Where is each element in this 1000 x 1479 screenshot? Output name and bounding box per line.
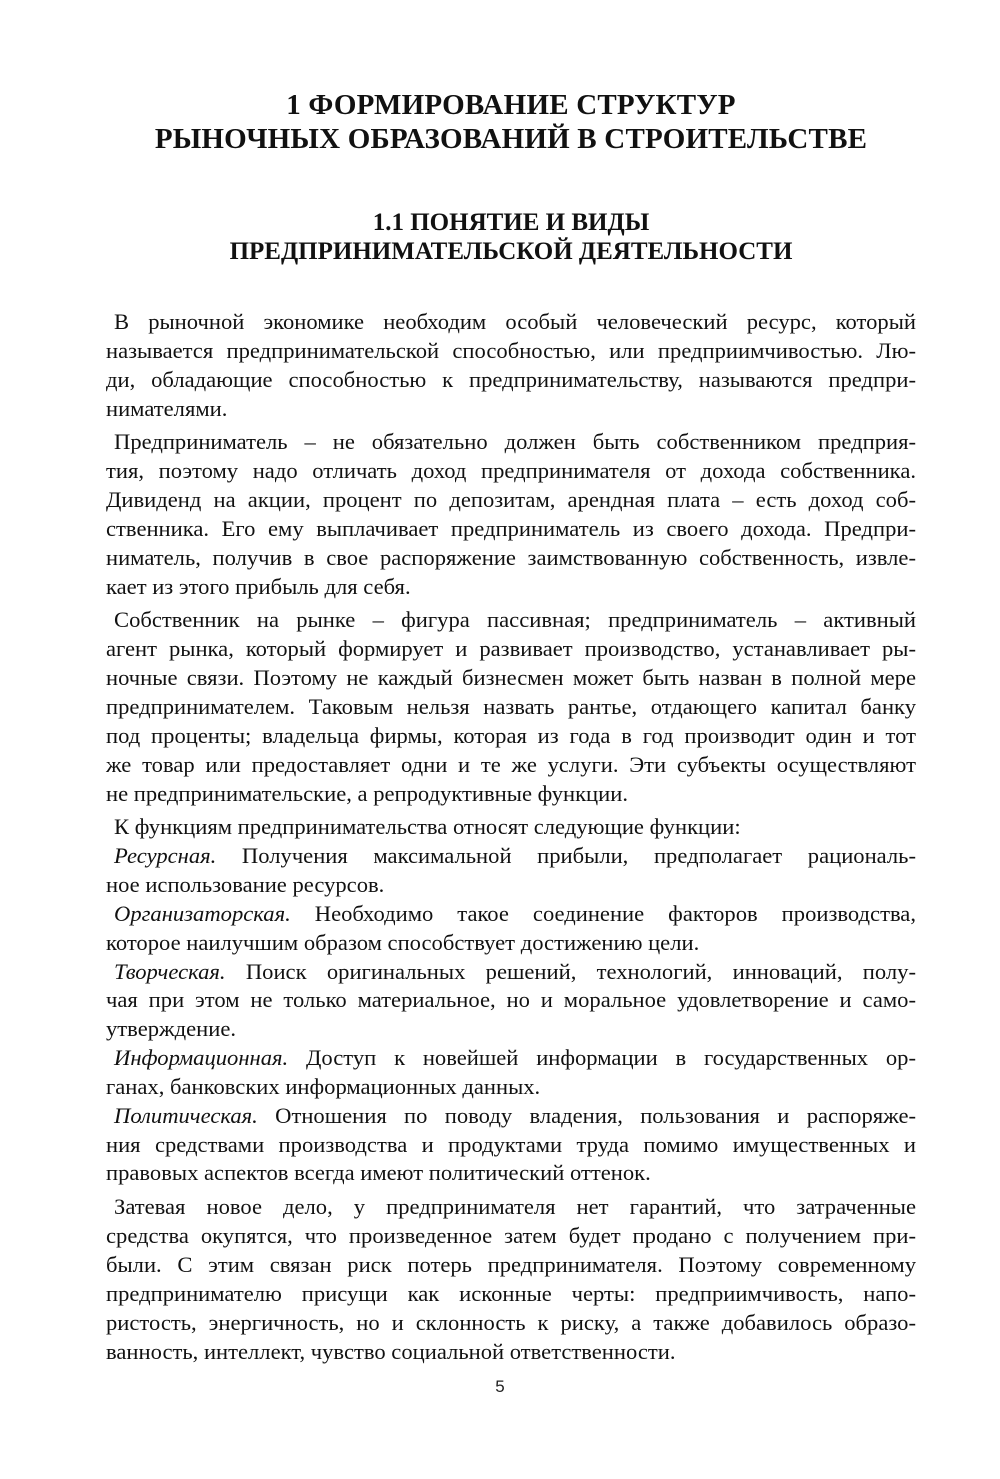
text-line-rest: Поиск оригинальных решений, технологий, инноваций, полу- [225, 958, 916, 984]
text-line: нимателями. [106, 395, 228, 421]
text-line: которое наилучшим образом способствует достижению цели. [106, 929, 700, 955]
function-term: Творческая. [114, 958, 226, 984]
chapter-title-line: РЫНОЧНЫХ ОБРАЗОВАНИЙ В СТРОИТЕЛЬСТВЕ [154, 123, 868, 155]
paragraph [106, 428, 916, 601]
chapter-title [106, 88, 916, 156]
text-line: предпринимателю присущи как исконные черты: предприимчивость, напо- [106, 1280, 916, 1306]
text-line: ванность, интеллект, чувство социальной ответственности. [106, 1338, 676, 1364]
text-line: чая при этом не только материальное, но и моральное удовлетворение и само- [106, 987, 916, 1013]
text-line: ганах, банковских информационных данных. [106, 1073, 541, 1099]
text-line: под проценты; владельца фирмы, которая из года в год производит один и тот [106, 722, 916, 748]
text-line: ди, обладающие способностью к предпринимательству, называются предпри- [106, 366, 916, 392]
paragraph [106, 842, 916, 900]
text-line: К функциям предпринимательства относят следующие функции: [114, 814, 741, 840]
paragraph [106, 813, 916, 842]
text-line: средства окупятся, что произведенное затем будет продано с получением при- [106, 1223, 916, 1249]
text-line: Собственник на рынке – фигура пассивная; предприниматель – активный [114, 607, 916, 633]
paragraph [106, 900, 916, 958]
paragraph [106, 1193, 916, 1366]
text-line [106, 900, 916, 929]
section-title-line: ПРЕДПРИНИМАТЕЛЬСКОЙ ДЕЯТЕЛЬНОСТИ [229, 238, 793, 265]
text-line: утверждение. [106, 1016, 237, 1042]
paragraph [106, 606, 916, 808]
text-line-rest: Отношения по поводу владения, пользования и распоряже- [257, 1102, 916, 1128]
text-line: предпринимателем. Таковым нельзя назвать рантье, отдающего капитал банку [106, 693, 916, 719]
text-line: ственника. Его ему выплачивает предприниматель из своего дохода. Предпри- [106, 515, 916, 541]
text-line: Затевая новое дело, у предпринимателя нет гарантий, что затраченные [114, 1194, 916, 1220]
chapter-title-line: 1 ФОРМИРОВАНИЕ СТРУКТУР [286, 89, 736, 121]
text-line: Предприниматель – не обязательно должен быть собственником предприя- [114, 429, 916, 455]
paragraph [106, 308, 916, 423]
text-line: были. С этим связан риск потерь предпринимателя. Поэтому современному [106, 1252, 916, 1277]
function-term: Ресурсная. [114, 843, 217, 869]
text-line: кает из этого прибыль для себя. [106, 573, 411, 599]
paragraph [106, 1102, 916, 1189]
text-line: ниматель, получив в свое распоряжение заимствованную собственность, извле- [106, 544, 916, 570]
text-line: же товар или предоставляет одни и те же услуги. Эти субъекты осуществляют [106, 751, 916, 777]
text-line-rest: Доступ к новейшей информации в государственных ор- [288, 1045, 916, 1071]
text-line-rest: Получения максимальной прибыли, предполагает рациональ- [216, 843, 916, 869]
body-text [106, 308, 916, 1366]
text-line: ное использование ресурсов. [106, 872, 385, 898]
function-term: Политическая. [114, 1102, 258, 1128]
paragraph [106, 1044, 916, 1102]
page-number: 5 [495, 1377, 505, 1396]
text-line: правовых аспектов всегда имеют политический оттенок. [106, 1160, 651, 1186]
text-line: называется предпринимательской способностью, или предприимчивостью. Лю- [106, 337, 916, 363]
section-title-line: 1.1 ПОНЯТИЕ И ВИДЫ [372, 209, 650, 236]
text-line [106, 1044, 916, 1073]
text-line: ния средствами производства и продуктами труда помимо имущественных и [106, 1131, 916, 1157]
text-line: ночные связи. Поэтому не каждый бизнесмен может быть назван в полной мере [106, 665, 916, 691]
function-term: Организаторская. [114, 900, 291, 926]
text-line [106, 958, 916, 987]
function-term: Информационная. [114, 1045, 289, 1071]
section-title [106, 208, 916, 266]
text-line: тия, поэтому надо отличать доход предпринимателя от дохода собственника. [106, 458, 916, 484]
paragraph [106, 958, 916, 1045]
text-line: агент рынка, который формирует и развивает производство, устанавливает ры- [106, 636, 916, 662]
text-line-rest: Необходимо такое соединение факторов производства, [290, 900, 916, 926]
text-line: ристость, энергичность, но и склонность к риску, а также добавилось образо- [106, 1309, 916, 1335]
text-line: Дивиденд на акции, процент по депозитам, арендная плата – есть доход соб- [106, 487, 916, 513]
text-line: не предпринимательские, а репродуктивные функции. [106, 780, 628, 806]
text-line: В рыночной экономике необходим особый человеческий ресурс, который [114, 309, 916, 334]
text-line [106, 1102, 916, 1131]
text-line [106, 842, 916, 871]
page-content [106, 88, 916, 1366]
